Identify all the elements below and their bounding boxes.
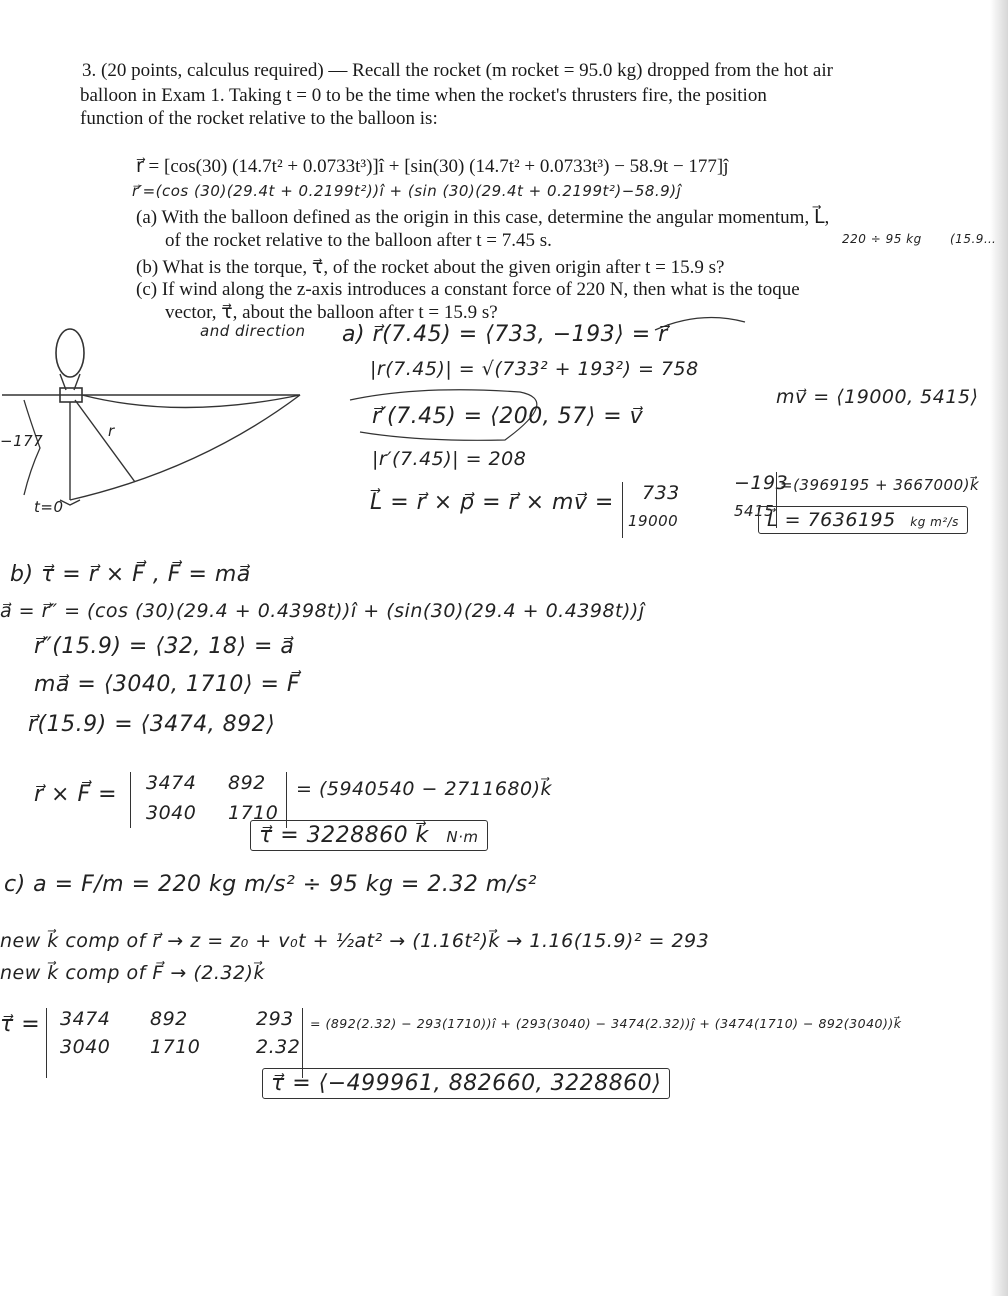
diagram-label-177: −177 <box>0 432 44 450</box>
b-position-value: r⃗(15.9) = ⟨3474, 892⟩ <box>28 712 276 737</box>
part-a-line-2: of the rocket relative to the balloon after t = 7.45 s. <box>165 230 552 251</box>
c-matrix-r11: 3474 <box>60 1008 111 1030</box>
part-c-line-2: vector, τ⃗, about the balloon after t = 15.9 s? <box>165 302 498 323</box>
part-a-line-1: (a) With the balloon defined as the origin in this case, determine the angular momentum, L⃗, <box>136 207 830 228</box>
position-equation: r⃗ = [cos(30) (14.7t² + 0.0733t³)]î + [sin(30) (14.7t² + 0.0733t³) − 58.9t − 177]ĵ <box>136 156 729 177</box>
c-new-force-component: new k⃗ comp of F⃗ → (2.32)k⃗ <box>0 962 265 984</box>
b-acceleration-equation: a⃗ = r⃗″ = (cos (30)(29.4 + 0.4398t))î + (sin(30)(29.4 + 0.4398t))ĵ <box>0 600 645 622</box>
b-result-units: N·m <box>446 828 479 846</box>
velocity-equation: r⃗′=(cos (30)(29.4t + 0.2199t²))î + (sin (30)(29.4t + 0.2199t²)−58.9)ĵ <box>132 182 682 200</box>
a-position-magnitude: |r(7.45)| = √(733² + 193²) = 758 <box>370 358 699 380</box>
b-torque-definition: b) τ⃗ = r⃗ × F⃗ , F⃗ = ma⃗ <box>10 562 251 587</box>
part-b: (b) What is the torque, τ⃗, of the rocket about the given origin after t = 15.9 s? <box>136 257 725 278</box>
a-matrix-r22: 5415 <box>734 502 775 520</box>
b-acceleration-value: r⃗″(15.9) = ⟨32, 18⟩ = a⃗ <box>34 634 295 659</box>
c-matrix-r22: 1710 <box>150 1036 201 1058</box>
a-matrix-r11: 733 <box>642 482 680 504</box>
a-result <box>758 506 968 534</box>
and-direction-note: and direction <box>200 322 306 340</box>
diagram-label-t0: t=0 <box>34 498 64 516</box>
c-matrix-r13: 293 <box>256 1008 294 1030</box>
margin-note-time: (15.9… <box>950 232 997 246</box>
c-new-position-component: new k⃗ comp of r⃗ → z = z₀ + v₀t + ½at² → (1.16t²)k⃗ → 1.16(15.9)² = 293 <box>0 930 710 952</box>
a-matrix-r12: −193 <box>734 472 789 494</box>
b-force-value: ma⃗ = ⟨3040, 1710⟩ = F⃗ <box>34 672 301 697</box>
diagram-label-r: r <box>108 422 115 440</box>
b-determinant-bar-left <box>130 772 131 828</box>
c-determinant-bar-left <box>46 1008 47 1078</box>
a-cross-calculation: =(3969195 + 3667000)k⃗ <box>780 476 980 494</box>
a-result-units: kg m²/s <box>910 515 959 529</box>
c-torque-label: τ⃗ = <box>0 1012 41 1037</box>
b-cross-calculation: = (5940540 − 2711680)k⃗ <box>296 778 553 800</box>
b-result <box>250 820 488 851</box>
c-matrix-r21: 3040 <box>60 1036 111 1058</box>
a-velocity-magnitude: |r′(7.45)| = 208 <box>372 448 527 470</box>
a-momentum-vector: mv⃗ = ⟨19000, 5415⟩ <box>776 386 979 408</box>
c-matrix-r12: 892 <box>150 1008 188 1030</box>
problem-line-3: function of the rocket relative to the balloon is: <box>80 108 438 129</box>
problem-line-1: 3. (20 points, calculus required) — Recall the rocket (m rocket = 95.0 kg) dropped from the hot air <box>82 60 833 81</box>
a-velocity-value: r⃗′(7.45) = ⟨200, 57⟩ = v⃗ <box>372 404 644 429</box>
a-position-value: a) r⃗(7.45) = ⟨733, −193⟩ = r⃗ <box>342 322 668 347</box>
part-c-line-1: (c) If wind along the z-axis introduces a constant force of 220 N, then what is the toque <box>136 279 800 300</box>
a-matrix-r21: 19000 <box>628 512 679 530</box>
a-determinant-bar-left <box>622 482 623 538</box>
problem-line-2: balloon in Exam 1. Taking t = 0 to be the time when the rocket's thrusters fire, the position <box>80 85 767 106</box>
a-angular-momentum-def: L⃗ = r⃗ × p⃗ = r⃗ × mv⃗ = <box>370 490 614 515</box>
margin-note-mass: 220 ÷ 95 kg <box>842 232 922 246</box>
a-result-value: L⃗ = 7636195 <box>767 509 896 531</box>
b-matrix-r11: 3474 <box>146 772 197 794</box>
c-matrix-r23: 2.32 <box>256 1036 301 1058</box>
b-result-value: τ⃗ = 3228860 k⃗ <box>259 823 429 848</box>
b-matrix-r21: 3040 <box>146 802 197 824</box>
c-expansion: = (892(2.32) − 293(1710))î + (293(3040) − 3474(2.32))ĵ + (3474(1710) − 892(3040))k⃗ <box>310 1016 902 1031</box>
c-result: τ⃗ = ⟨−499961, 882660, 3228860⟩ <box>262 1068 670 1099</box>
c-acceleration-calc: c) a = F/m = 220 kg m/s² ÷ 95 kg = 2.32 m/s² <box>4 872 537 897</box>
b-cross-label: r⃗ × F⃗ = <box>34 782 118 807</box>
b-matrix-r22: 1710 <box>228 802 279 824</box>
b-matrix-r12: 892 <box>228 772 266 794</box>
